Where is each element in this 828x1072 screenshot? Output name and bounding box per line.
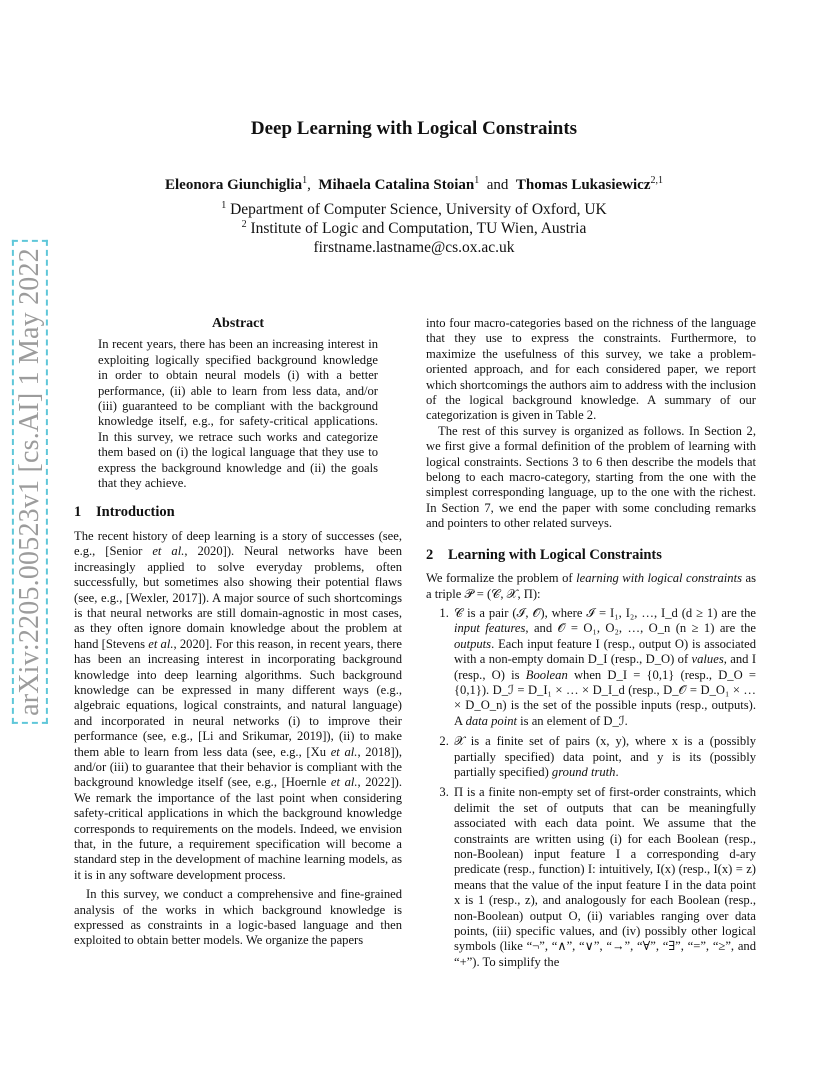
affiliation-2-text: Institute of Logic and Computation, TU Wien, Austria xyxy=(250,220,587,238)
affiliation-1-text: Department of Computer Science, University of Oxford, UK xyxy=(230,201,607,219)
intro-paragraph-1 xyxy=(74,529,402,883)
abstract-heading: Abstract xyxy=(211,316,265,331)
intro-text-d: , 2018]), and/or (iii) to guarantee that their behavior is compliant with the background knowledge itself (see, e.g., [Hoernle xyxy=(74,744,402,790)
list-item xyxy=(452,734,756,780)
et-al: et al. xyxy=(330,744,358,759)
affiliation-2-marker: 2 xyxy=(241,219,247,230)
intro-paragraph-3: into four macro-categories based on the richness of the language that they use to express the constraints. Furthermore, to maximize the usefulness of this survey, we take a problem-oriented approach, and for each considered paper, we report which shortcomings the authors aim to address with the inclusion of the logical background knowledge. A summary of our categorization is given in Table 2. xyxy=(426,316,756,423)
affiliation-1 xyxy=(0,200,828,219)
et-al: et al. xyxy=(148,636,174,651)
abstract-text: In recent years, there has been an increasing interest in exploiting logically specified background knowledge in order to obtain neural models (i) with a better performance, (ii) able to learn from less data, and/or (iii) guaranteed to be compliant with the background knowledge itself, e.g., for safety-critical applications. In this survey, we retrace such works and categorize them based on (i) the logical language that they use to express the background knowledge and (ii) the goals that they achieve. xyxy=(98,337,378,491)
section-2-intro-em: learning with logical constraints xyxy=(576,571,742,586)
paper-title: Deep Learning with Logical Constraints xyxy=(250,118,578,139)
item-1-em-1: input features xyxy=(454,621,526,636)
intro-text-b: , 2020]). Neural networks have been increasingly applied to solve everyday problems, often successfully, but sometimes also showing their potential flaws (see, e.g., [Wexler, 2017]). A major source of such shortcomings is that neural networks are still domain-agnostic in most cases, as they often ignore domain knowledge about the problem at hand [Stevens xyxy=(74,544,403,651)
right-column xyxy=(426,316,756,975)
list-item xyxy=(452,606,756,729)
section-2-intro-b: as a triple 𝒫 = (𝒞, 𝒳, Π): xyxy=(426,571,756,601)
item-1-em-5: data point xyxy=(465,713,517,728)
author-conjunction: and xyxy=(486,177,509,193)
arxiv-watermark xyxy=(0,248,60,716)
item-1-d: , and I (resp., O) is xyxy=(454,652,757,682)
intro-text-e: , 2022]). We remark the importance of the last point when considering safety-critical applications in which the background knowledge corresponds to requirements on the models. Indeed, we envision that, in the future, a requirement specification will become a standard step in the development of machine learning models, as it is in any software development process. xyxy=(74,775,402,882)
section-2-number: 2 xyxy=(426,546,434,563)
section-2-intro-a: We formalize the problem of xyxy=(426,571,577,586)
item-1-b: , and 𝒪 = O₁, O₂, …, O_n (n ≥ 1) are the xyxy=(525,621,756,636)
definition-list xyxy=(426,606,756,970)
author-3: Thomas Lukasiewicz xyxy=(515,177,651,193)
arxiv-id: arXiv:2205.00523v1 [cs.AI] 1 May 2022 xyxy=(12,240,48,724)
item-1-em-4: Boolean xyxy=(525,667,568,682)
section-1-title: Introduction xyxy=(96,504,175,521)
section-2-title: Learning with Logical Constraints xyxy=(448,546,662,563)
intro-text-c: , 2020]. For this reason, in recent years, there has been an increasing interest in incorporating background knowledge into deep learning algorithms. Such background knowledge can be expressed in many different ways (e.g., algebraic equations, logical constraints, and natural language) and incorporated in neural networks (i) to improve their performance (see, e.g., [Li and Srikumar, 2019]), (ii) to make them able to learn from less data (see, e.g., [Xu xyxy=(74,636,402,759)
affiliation-1-marker: 1 xyxy=(221,200,227,211)
intro-paragraph-4: The rest of this survey is organized as follows. In Section 2, we first give a formal definition of the problem of learning with logical constraints. Sections 3 to 6 then describe the models that belong to each macro-category, starting from the one with the simplest corresponding language, up to the one with the richest. In Section 7, we end the paper with some concluding remarks and pointers to other related surveys. xyxy=(426,423,756,531)
item-1-f: is an element of D_ℐ. xyxy=(517,713,628,728)
section-2-intro xyxy=(426,571,756,602)
item-1-c: . Each input feature I (resp., output O) is associated with a non-empty domain D_I (resp., D_O) of xyxy=(454,636,756,667)
section-2-heading xyxy=(426,548,756,563)
author-email: firstname.lastname@cs.ox.ac.uk xyxy=(313,239,515,256)
list-item xyxy=(452,785,756,970)
author-list: Eleonora Giunchiglia$^1$, Mihaela Catalina Stoian$^1$ and Thomas Lukasiewicz$^{2,1}$ xyxy=(165,175,663,193)
et-al: et al. xyxy=(330,775,358,790)
author-1-affiliation: 1 xyxy=(302,175,308,186)
intro-paragraph-2: In this survey, we conduct a comprehensive and fine-grained analysis of the works in which background knowledge is expressed as constraints in a logic-based language and then exploited to obtain better models. We organize the papers xyxy=(74,887,402,948)
affiliation-2 xyxy=(0,219,828,238)
author-3-affiliation: 2,1 xyxy=(650,175,663,186)
et-al: et al. xyxy=(152,544,185,559)
item-1-em-2: outputs xyxy=(454,636,492,651)
author-2-affiliation: 1 xyxy=(474,175,480,186)
item-1-e: when D_I = {0,1} (resp., D_O = {0,1}). D_ℐ = D_I₁ × … × D_I_d (resp., D_𝒪 = D_O₁ × … × D_O_n) is the set of the possible inputs (resp., outputs). A xyxy=(454,667,756,728)
section-1-heading xyxy=(74,505,402,520)
item-1-a: 𝒞 is a pair (ℐ, 𝒪), where ℐ = I₁, I₂, …, I_d (d ≥ 1) are the xyxy=(454,605,756,620)
item-3-text: Π is a finite non-empty set of first-order constraints, which delimit the set of outputs that can be meaningfully associated with each data point. We assume that the constraints are written using (i) for each Boolean (resp., non-Boolean) input feature I a corresponding d-ary predicate (resp., function) I: intuitively, I(x) (resp., I(x) = z) means that the value of the input feature I in the data point x is 1 (resp., z), and analogously for each Boolean (resp., non-Boolean) output O, (ii) variables ranging over data points, (iii) specific values, and (iv) possibly other logical symbols (like “¬”, “∧”, “∨”, “→”, “∀”, “∃”, “=”, “≥”, and “+”). To simplify the xyxy=(454,785,756,969)
author-1: Eleonora Giunchiglia xyxy=(165,177,303,193)
item-2-em: ground truth xyxy=(551,764,616,779)
section-1-number: 1 xyxy=(74,504,82,521)
item-1-em-3: values xyxy=(691,652,724,667)
intro-text-a: The recent history of deep learning is a story of successes (see, e.g., [Senior xyxy=(74,528,402,559)
item-2-a: 𝒳 is a finite set of pairs (x, y), where x is a (possibly partially specified) data point, and y is its (possibly partially specified) xyxy=(454,734,756,779)
left-column xyxy=(74,316,402,949)
item-2-b: . xyxy=(615,764,619,779)
author-2: Mihaela Catalina Stoian xyxy=(318,177,475,193)
